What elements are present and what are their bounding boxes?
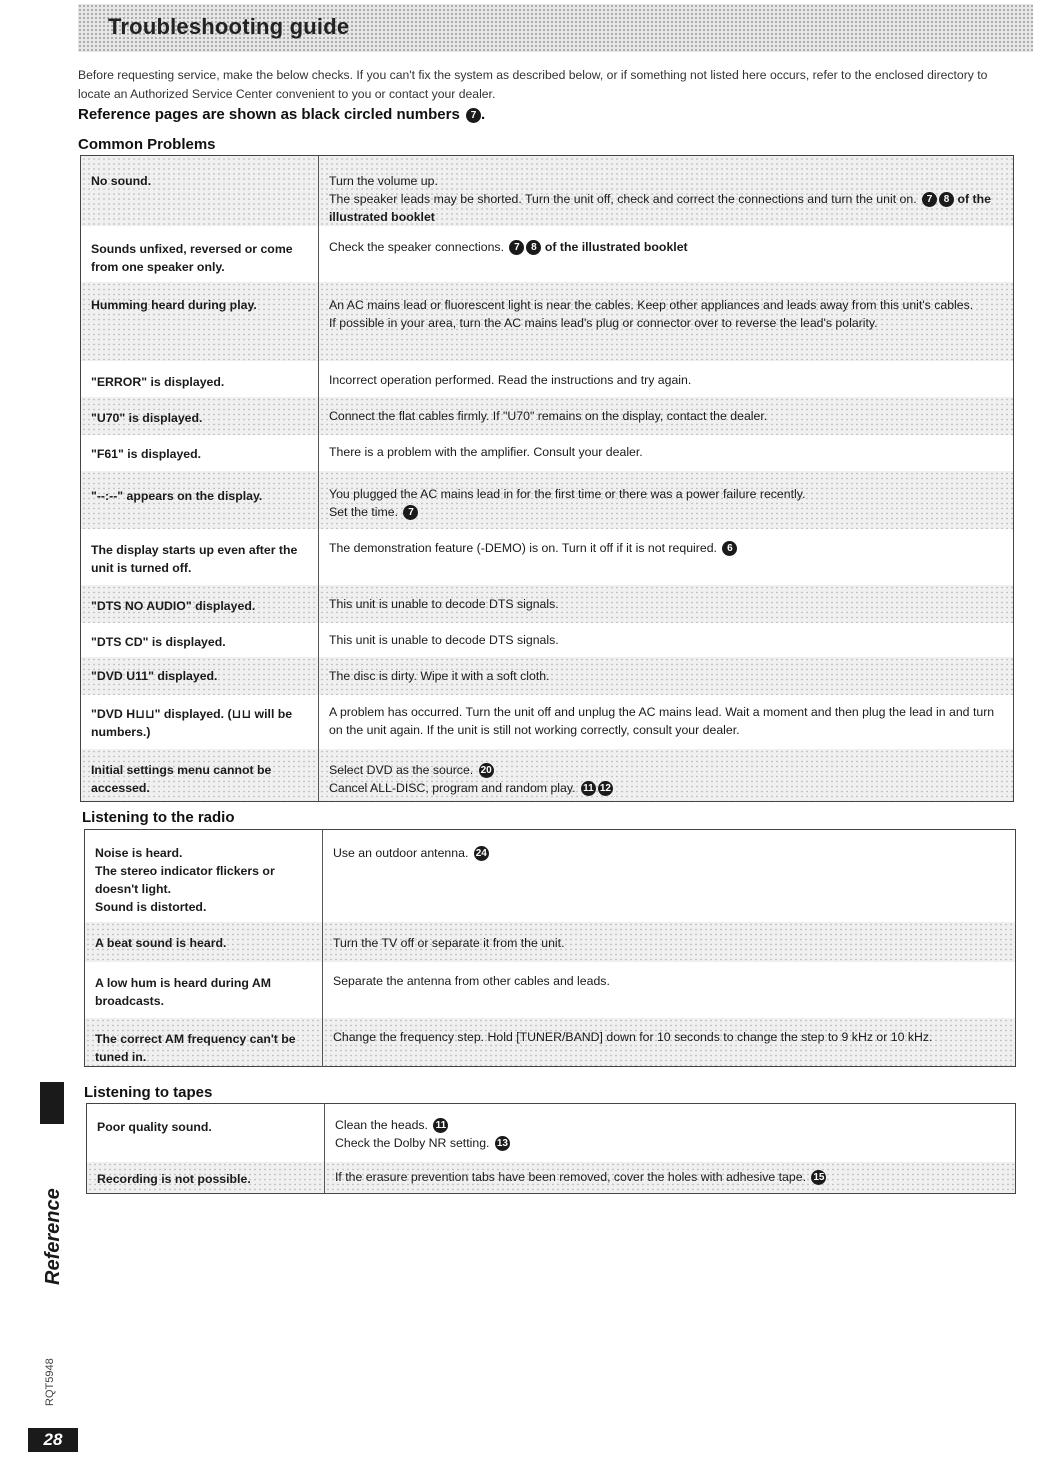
remedy-line: Cancel ALL-DISC, program and random play. 11 12	[329, 781, 611, 795]
table-row	[81, 529, 1014, 585]
problem-cell: Recording is not possible.	[87, 1162, 325, 1194]
problem-cell: The display starts up even after the unit is turned off.	[81, 529, 319, 585]
section-heading-radio: Listening to the radio	[82, 809, 235, 826]
table-row	[81, 695, 1014, 749]
table-row	[81, 282, 1014, 361]
ref-badge: 13	[496, 1138, 508, 1150]
remedy-line: Check the Dolby NR setting. 13	[335, 1136, 508, 1150]
problem-cell: "DVD U11" displayed.	[81, 657, 319, 695]
sidebar-tab-marker	[40, 1082, 64, 1124]
ref-badge: 12	[599, 783, 611, 795]
remedy-cell	[319, 749, 1014, 801]
ref-badge: 11	[433, 1118, 448, 1133]
ref-badge: 11	[581, 781, 596, 796]
remedy-cell	[319, 282, 1014, 361]
table-row	[81, 156, 1014, 227]
remedy-cell: Use an outdoor antenna. 24	[333, 846, 487, 860]
booklet-note: of the illustrated booklet	[329, 192, 991, 224]
problem-cell: The correct AM frequency can't be tuned in.	[85, 1018, 323, 1067]
remedy-line: The speaker leads may be shorted. Turn the unit off, check and correct the connections and turn the unit on. 7 8 of the illustrated booklet	[329, 192, 991, 224]
ref-badge: 24	[475, 848, 487, 860]
radio-table	[84, 829, 1016, 1067]
intro-text: Before requesting service, make the below checks. If you can't fix the system as described below, or if something not listed here occurs, refer to the enclosed directory to locate an Authorized Service Center convenient to you or contact your dealer.	[78, 68, 988, 101]
table-row	[81, 749, 1014, 801]
page-number: 28	[28, 1428, 78, 1452]
tapes-table	[86, 1103, 1016, 1194]
ref-badge: 8	[526, 240, 541, 255]
problem-cell: "DVD H⊔⊔" displayed. (⊔⊔ will be numbers.)	[81, 695, 319, 749]
table-row	[85, 830, 1016, 922]
problem-cell: "ERROR" is displayed.	[81, 361, 319, 397]
remedy-cell: This unit is unable to decode DTS signals.	[329, 633, 559, 647]
remedy-line: Select DVD as the source. 20	[329, 763, 492, 777]
page-title: Troubleshooting guide	[108, 14, 350, 39]
remedy-line: Clean the heads. 11	[335, 1116, 1005, 1134]
problem-cell: No sound.	[81, 156, 319, 227]
problem-cell: "F61" is displayed.	[81, 435, 319, 471]
remedy-line: If possible in your area, turn the AC mains lead's plug or connector over to reverse the lead's polarity.	[329, 316, 878, 330]
remedy-cell: Check the speaker connections. 7 8 of the illustrated booklet	[329, 240, 688, 254]
table-row	[81, 623, 1014, 657]
remedy-cell: The disc is dirty. Wipe it with a soft cloth.	[319, 657, 1014, 695]
problem-cell: Sounds unfixed, reversed or come from one speaker only.	[81, 226, 319, 282]
remedy-cell	[319, 156, 1014, 227]
remedy-cell: If the erasure prevention tabs have been removed, cover the holes with adhesive tape. 15	[325, 1162, 1016, 1194]
reference-note-text: Reference pages are shown as black circled numbers	[78, 106, 460, 123]
problem-cell: Humming heard during play.	[81, 282, 319, 361]
table-row	[81, 585, 1014, 623]
booklet-note: of the illustrated booklet	[544, 240, 688, 254]
remedy-cell: Separate the antenna from other cables and leads.	[333, 973, 610, 988]
problem-cell: "U70" is displayed.	[81, 397, 319, 435]
remedy-cell: Connect the flat cables firmly. If "U70" remains on the display, contact the dealer.	[319, 397, 1014, 435]
table-row	[81, 397, 1014, 435]
reference-number-badge: 7	[466, 108, 481, 123]
remedy-cell: This unit is unable to decode DTS signals.	[319, 585, 1014, 623]
table-row	[81, 657, 1014, 695]
table-row	[81, 361, 1014, 397]
remedy-line: Turn the volume up.	[329, 174, 438, 188]
remedy-cell: Change the frequency step. Hold [TUNER/BAND] down for 10 seconds to change the step to 9 kHz or 10 kHz.	[323, 1018, 1016, 1067]
ref-badge: 8	[939, 192, 954, 207]
remedy-cell: There is a problem with the amplifier. Consult your dealer.	[329, 445, 643, 459]
remedy-cell: The demonstration feature (-DEMO) is on. Turn it off if it is not required. 6	[319, 529, 1014, 585]
remedy-line: Set the time. 7	[329, 503, 1003, 521]
problem-cell: "DTS NO AUDIO" displayed.	[81, 585, 319, 623]
reference-note: Reference pages are shown as black circled numbers 7 .	[78, 106, 486, 123]
remedy-line: You plugged the AC mains lead in for the first time or there was a power failure recently.	[329, 487, 806, 501]
problem-cell: Initial settings menu cannot be accessed.	[81, 749, 319, 801]
model-code: RQT5948	[44, 1358, 56, 1406]
section-heading-common: Common Problems	[78, 136, 216, 153]
table-row	[87, 1104, 1016, 1162]
remedy-cell: Turn the TV off or separate it from the unit.	[323, 922, 1016, 962]
table-row	[87, 1162, 1016, 1194]
section-heading-tapes: Listening to tapes	[84, 1084, 213, 1101]
remedy-cell	[325, 1104, 1016, 1162]
problem-cell: A low hum is heard during AM broadcasts.	[85, 962, 323, 1018]
table-row	[81, 471, 1014, 529]
problem-cell: Poor quality sound.	[87, 1104, 325, 1162]
table-row	[85, 1018, 1016, 1067]
table-row	[81, 226, 1014, 282]
problem-cell: "DTS CD" is displayed.	[81, 623, 319, 657]
problem-cell: "--:--" appears on the display.	[81, 471, 319, 529]
table-row	[85, 962, 1016, 1018]
ref-badge: 7	[509, 240, 524, 255]
ref-badge: 7	[403, 505, 418, 520]
table-row	[85, 922, 1016, 962]
ref-badge: 6	[722, 541, 737, 556]
ref-badge: 15	[813, 1171, 825, 1183]
ref-badge: 20	[480, 765, 492, 777]
common-problems-table	[80, 155, 1014, 802]
remedy-line: An AC mains lead or fluorescent light is near the cables. Keep other appliances and leads away from this unit's cables.	[329, 298, 974, 312]
remedy-cell: A problem has occurred. Turn the unit off and unplug the AC mains lead. Wait a moment and then plug the lead in and turn on the unit again. If the unit is still not working correctly, consult your dealer.	[329, 705, 995, 737]
problem-cell: Noise is heard. The stereo indicator flickers or doesn't light. Sound is distorted.	[85, 830, 323, 922]
remedy-cell	[319, 471, 1014, 529]
table-row	[81, 435, 1014, 471]
problem-cell: A beat sound is heard.	[85, 922, 323, 962]
remedy-cell: Incorrect operation performed. Read the instructions and try again.	[329, 373, 692, 387]
ref-badge: 7	[922, 192, 937, 207]
